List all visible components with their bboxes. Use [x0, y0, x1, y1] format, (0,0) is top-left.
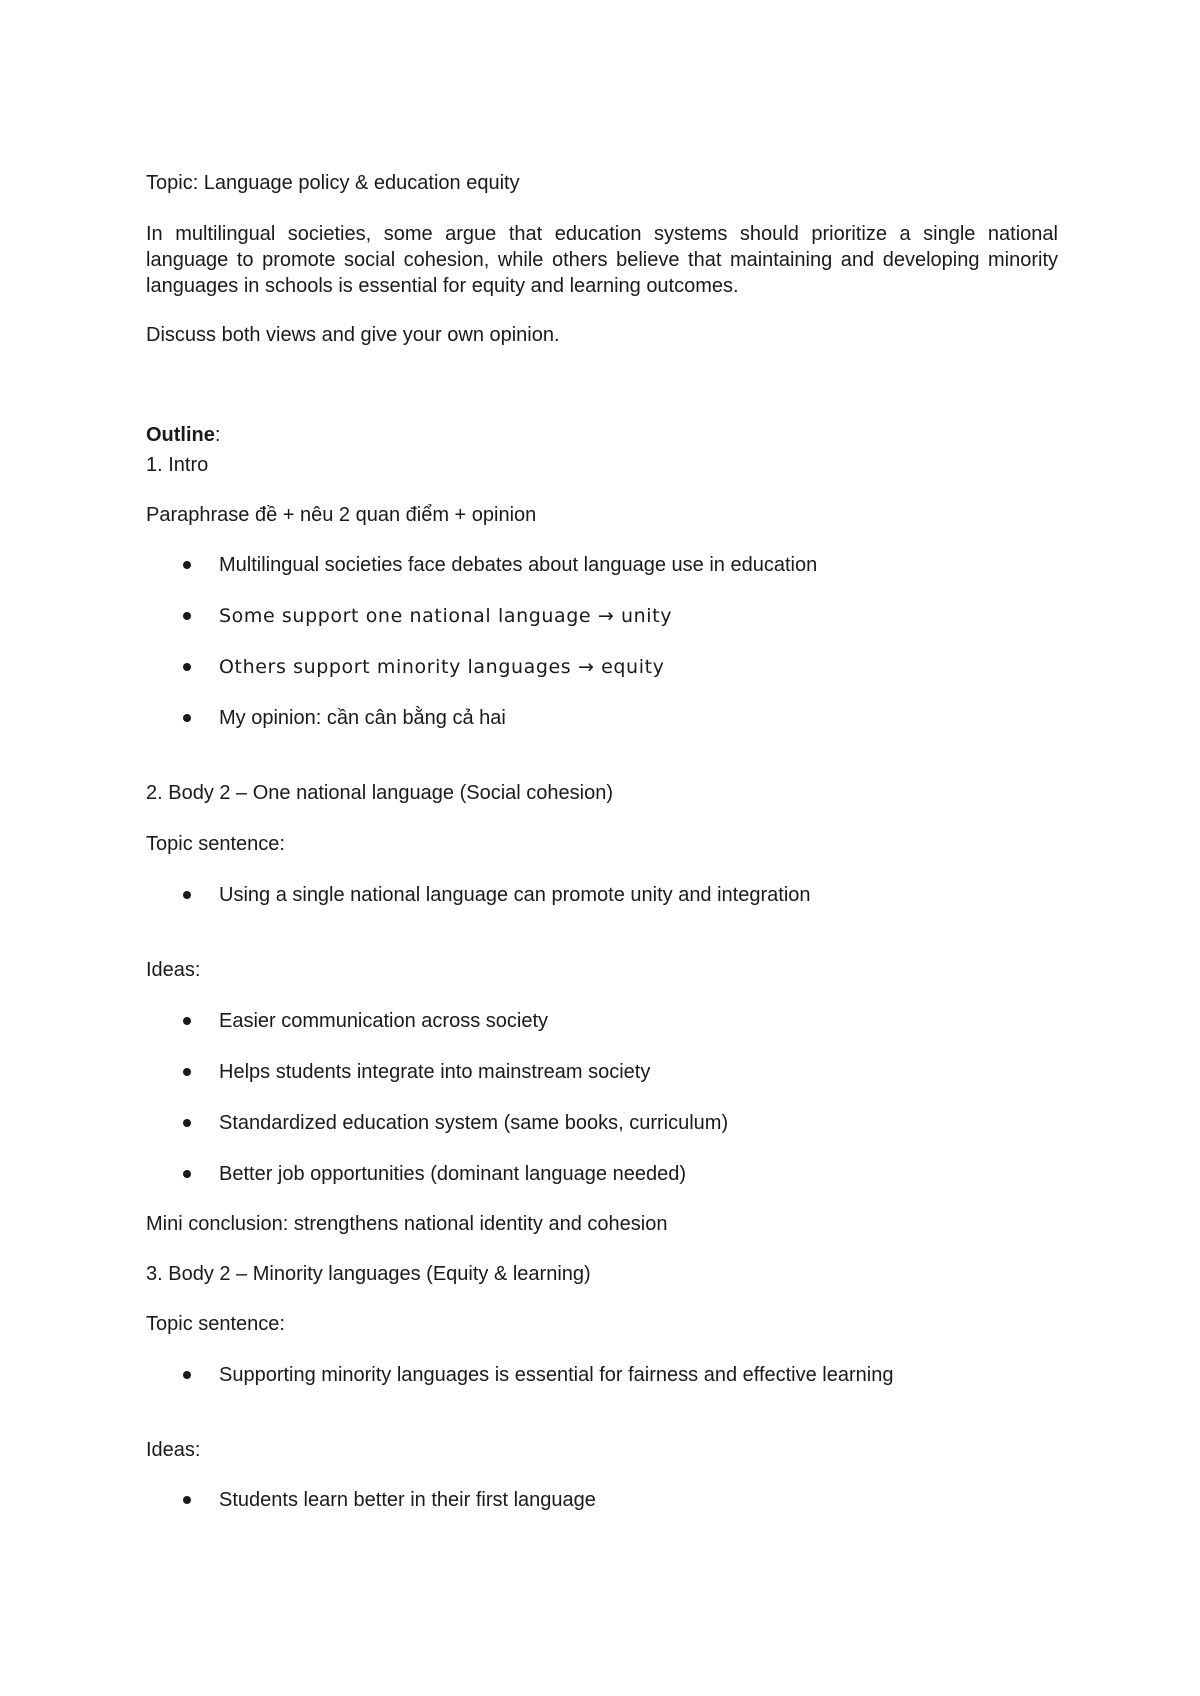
bullet-icon — [183, 663, 191, 671]
list-item-text: Others support minority languages → equity — [219, 656, 665, 678]
bullet-icon — [183, 1170, 191, 1178]
body1-ideas-label: Ideas: — [146, 959, 201, 981]
instruction-line: Discuss both views and give your own opinion. — [146, 324, 560, 346]
list-item-text: My opinion: cần cân bằng cả hai — [219, 707, 506, 729]
intro-subheading: Paraphrase đề + nêu 2 quan điểm + opinion — [146, 504, 537, 526]
topic-line: Topic: Language policy & education equity — [146, 172, 520, 194]
list-item-text: Better job opportunities (dominant language needed) — [219, 1163, 686, 1185]
bullet-icon — [183, 561, 191, 569]
list-item-text: Helps students integrate into mainstream society — [219, 1061, 651, 1083]
body1-topic-label: Topic sentence: — [146, 833, 285, 855]
bullet-icon — [183, 612, 191, 620]
list-item-text: Using a single national language can promote unity and integration — [219, 884, 811, 906]
bullet-icon — [183, 714, 191, 722]
outline-heading-colon: : — [214, 424, 221, 446]
intro-heading: 1. Intro — [146, 454, 209, 476]
body2-topic-label: Topic sentence: — [146, 1313, 285, 1335]
list-item-text: Easier communication across society — [219, 1010, 549, 1032]
body2-ideas-label: Ideas: — [146, 1439, 201, 1461]
essay-prompt: In multilingual societies, some argue that education systems should prioritize a single national language to promote social cohesion, while others believe that maintaining and developing minority languages in schools is essential for equity and learning outcomes. — [146, 223, 1058, 297]
bullet-icon — [183, 1496, 191, 1504]
document-page — [146, 0, 1058, 1696]
body1-heading: 2. Body 2 – One national language (Social cohesion) — [146, 782, 613, 804]
bullet-icon — [183, 1371, 191, 1379]
list-item-text: Supporting minority languages is essential for fairness and effective learning — [219, 1364, 894, 1386]
body2-heading: 3. Body 2 – Minority languages (Equity & learning) — [146, 1263, 591, 1285]
bullet-icon — [183, 1068, 191, 1076]
body1-mini-conclusion: Mini conclusion: strengthens national identity and cohesion — [146, 1213, 668, 1235]
outline-heading-label: Outline — [146, 424, 215, 446]
list-item-text: Students learn better in their first language — [219, 1489, 596, 1511]
outline-heading — [146, 422, 220, 448]
list-item-text: Standardized education system (same books, curriculum) — [219, 1112, 729, 1134]
list-item-text: Multilingual societies face debates about language use in education — [219, 554, 818, 576]
bullet-icon — [183, 891, 191, 899]
list-item-text: Some support one national language → unity — [219, 605, 673, 627]
bullet-icon — [183, 1017, 191, 1025]
bullet-icon — [183, 1119, 191, 1127]
